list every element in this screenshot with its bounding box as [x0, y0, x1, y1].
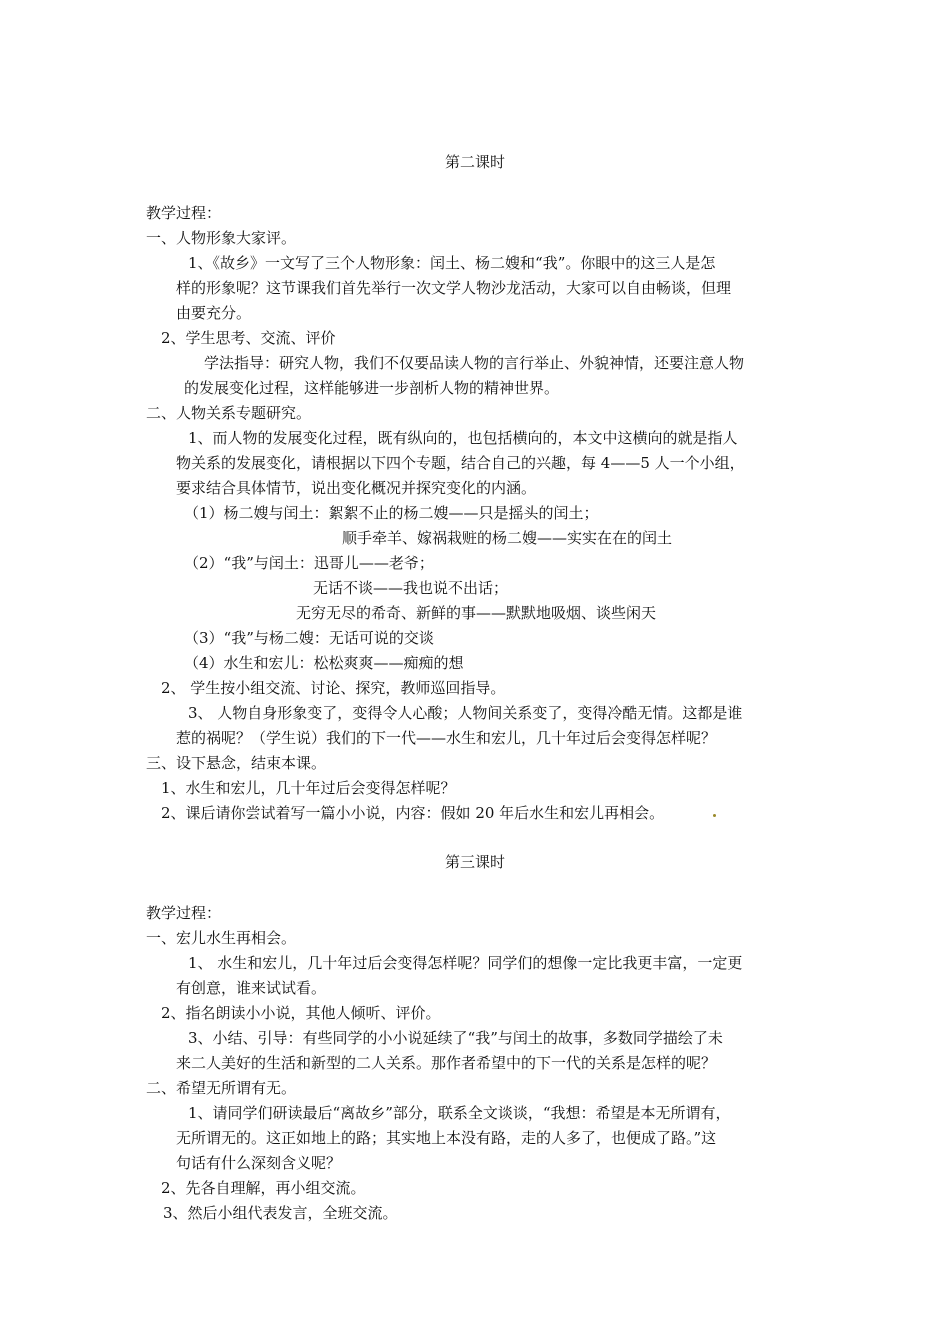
topic-line: 无话不谈——我也说不出话；: [313, 579, 509, 597]
paragraph-line: 2、 学生按小组交流、讨论、探究，教师巡回指导。: [161, 679, 506, 697]
paragraph-line: 有创意，谁来试试看。: [176, 979, 327, 997]
paragraph-line: 3、然后小组代表发言，全班交流。: [163, 1204, 398, 1222]
paragraph-line: 要求结合具体情节，说出变化概况并探究变化的内涵。: [176, 479, 537, 497]
paragraph-line: 样的形象呢？这节课我们首先举行一次文学人物沙龙活动，大家可以自由畅谈，但理: [176, 279, 732, 297]
lesson2-section1-heading: 一、人物形象大家评。: [146, 229, 297, 247]
lesson2-section3-heading: 三、设下悬念，结束本课。: [146, 754, 327, 772]
paragraph-line: 2、学生思考、交流、评价: [161, 329, 336, 347]
topic-line: 顺手牵羊、嫁祸栽赃的杨二嫂——实实在在的闰土: [342, 529, 673, 547]
paragraph-line: 由要充分。: [176, 304, 252, 322]
lesson2-section2-heading: 二、人物关系专题研究。: [146, 404, 312, 422]
paragraph-line: 1、 水生和宏儿，几十年过后会变得怎样呢？同学们的想像一定比我更丰富，一定更: [188, 954, 743, 972]
paragraph-line: 3、小结、引导：有些同学的小小说延续了“我”与闰土的故事，多数同学描绘了未: [188, 1029, 723, 1047]
lesson3-section1-heading: 一、宏儿水生再相会。: [146, 929, 297, 947]
topic-line: （1）杨二嫂与闰土：絮絮不止的杨二嫂——只是摇头的闰土；: [184, 504, 599, 522]
paragraph-line: 2、课后请你尝试着写一篇小小说，内容：假如 20 年后水生和宏儿再相会。: [161, 804, 665, 822]
paragraph-line: 惹的祸呢？（学生说）我们的下一代——水生和宏儿，几十年过后会变得怎样呢？: [176, 729, 717, 747]
topic-line: （3）“我”与杨二嫂：无话可说的交谈: [184, 629, 434, 647]
paragraph-line: 1、而人物的发展变化过程，既有纵向的，也包括横向的，本文中这横向的就是指人: [188, 429, 738, 447]
paragraph-line: 1、水生和宏儿，几十年过后会变得怎样呢？: [161, 779, 456, 797]
topic-line: 无穷无尽的希奇、新鲜的事——默默地吸烟、谈些闲天: [296, 604, 657, 622]
paragraph-line: 来二人美好的生活和新型的二人关系。那作者希望中的下一代的关系是怎样的呢？: [176, 1054, 717, 1072]
study-guide-line: 学法指导：研究人物，我们不仅要品读人物的言行举止、外貌神情，还要注意人物: [204, 354, 745, 372]
paragraph-line: 1、请同学们研读最后“离故乡”部分，联系全文谈谈，“我想：希望是本无所谓有，: [188, 1104, 731, 1122]
lesson2-process-label: 教学过程：: [146, 204, 222, 222]
paragraph-line: 3、 人物自身形象变了，变得令人心酸；人物间关系变了，变得冷酷无情。这都是谁: [188, 704, 743, 722]
paragraph-line: 无所谓无的。这正如地上的路；其实地上本没有路，走的人多了，也便成了路。”这: [176, 1129, 717, 1147]
paragraph-line: 句话有什么深刻含义呢？: [176, 1154, 342, 1172]
paragraph-line: 2、指名朗读小小说，其他人倾听、评价。: [161, 1004, 441, 1022]
lesson3-title: 第三课时: [444, 853, 505, 871]
study-guide-line: 的发展变化过程，这样能够进一步剖析人物的精神世界。: [184, 379, 560, 397]
topic-line: （4）水生和宏儿：松松爽爽——痴痴的想: [184, 654, 464, 672]
topic-line: （2）“我”与闰土：迅哥儿——老爷；: [184, 554, 434, 572]
stray-mark: [713, 814, 716, 817]
lesson3-process-label: 教学过程：: [146, 904, 222, 922]
paragraph-line: 2、先各自理解，再小组交流。: [161, 1179, 366, 1197]
paragraph-line: 1、《故乡》一文写了三个人物形象：闰土、杨二嫂和“我”。你眼中的这三人是怎: [188, 254, 716, 272]
paragraph-line: 物关系的发展变化，请根据以下四个专题，结合自己的兴趣，每 4——5 人一个小组，: [176, 454, 745, 472]
lesson3-section2-heading: 二、希望无所谓有无。: [146, 1079, 297, 1097]
lesson2-title: 第二课时: [444, 153, 505, 171]
